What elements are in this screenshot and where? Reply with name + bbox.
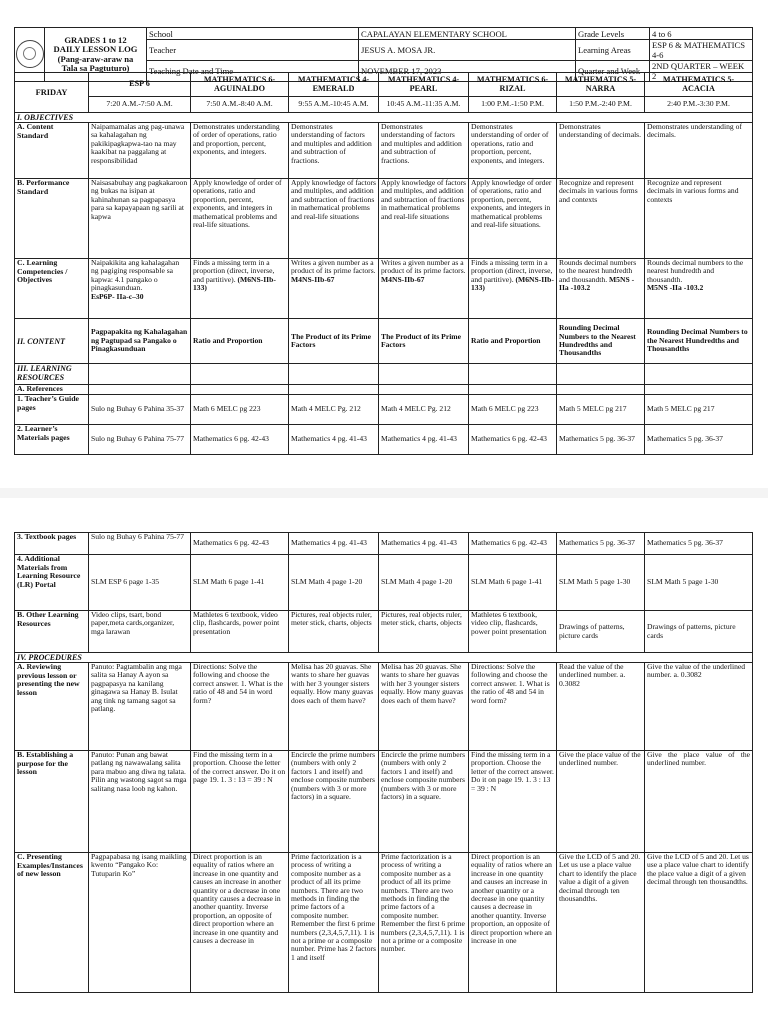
- cell-competency-7: [645, 259, 753, 319]
- cell-addmat-5: SLM Math 6 page 1-41: [469, 555, 557, 611]
- cell-other-6: Drawings of patterns, picture cards: [557, 611, 645, 653]
- cell-content-4: The Product of its Prime Factors: [379, 319, 469, 364]
- dll-title-line-3: (Pang-araw-araw na: [57, 53, 134, 64]
- time-math4-emerald: 9:55 A.M.-10:45 A.M.: [289, 97, 379, 113]
- label-establishing-purpose: B. Establishing a purpose for the lesson: [15, 751, 89, 853]
- cell-tg-7: Math 5 MELC pg 217: [645, 395, 753, 425]
- cell-tg-6: Math 5 MELC pg 217: [557, 395, 645, 425]
- cell-performance-standard-4: Apply knowledge of factors and multiples, and addition and subtraction of fractions in mathematical problems and real-life situations: [379, 179, 469, 259]
- cell-content-7: Rounding Decimal Numbers to the Nearest Hundredths and Thousandths: [645, 319, 753, 364]
- learning-area-label: Learning Areas: [576, 40, 650, 61]
- cell-lm-7: Mathematics 5 pg. 36-37: [645, 425, 753, 455]
- cell-examples-1: Pagpapabasa ng isang maikling kwento “Pangako Ko: Tutuparin Ko”: [89, 853, 191, 993]
- cell-performance-standard-6: Recognize and represent decimals in various forms and contexts: [557, 179, 645, 259]
- cell-other-3: Pictures, real objects ruler, meter stick, charts, objects: [289, 611, 379, 653]
- cell-other-5: Mathletes 6 textbook, video clip, flashcards, power point presentation: [469, 611, 557, 653]
- empty-cell: [469, 385, 557, 395]
- empty-cell: [289, 385, 379, 395]
- cell-competency-5: [469, 259, 557, 319]
- col-title-math4-emerald: MATHEMATICS 4-EMERALD: [289, 73, 379, 97]
- cell-purpose-6: Give the place value of the underlined number.: [557, 751, 645, 853]
- quarter-label: Quarter and Week: [576, 61, 650, 82]
- cell-content-standard-6: Demonstrates understanding of decimals.: [557, 123, 645, 179]
- label-learning-competencies: C. Learning Competencies / Objectives: [15, 259, 89, 319]
- empty-cell: [645, 385, 753, 395]
- time-math6-rizal: 1:00 P.M.-1:50 P.M.: [469, 97, 557, 113]
- empty-cell: [469, 364, 557, 385]
- cell-competency-1: [89, 259, 191, 319]
- cell-tg-2: Math 6 MELC pg 223: [191, 395, 289, 425]
- cell-other-4: Pictures, real objects ruler, meter stick, charts, objects: [379, 611, 469, 653]
- section-objectives: I. OBJECTIVES: [15, 113, 753, 123]
- competency-code-1: EsP6P- IIa-c–30: [91, 291, 144, 301]
- cell-purpose-3: Encircle the prime numbers (numbers with only 2 factors 1 and itself) and enclose composite numbers (numbers with 3 or more factors) in a square.: [289, 751, 379, 853]
- cell-textbook-4: Mathematics 4 pg. 41-43: [379, 533, 469, 555]
- col-title-math5-acacia: MATHEMATICS 5-ACACIA: [645, 73, 753, 97]
- section-procedures: IV. PROCEDURES: [15, 653, 753, 663]
- cell-review-4: Melisa has 20 guavas. She wants to share her guavas with her 3 younger sisters equally. How many guavas does each of them have?: [379, 663, 469, 751]
- row-learning-resources: [15, 364, 753, 385]
- row-learners-materials: [15, 425, 753, 455]
- cell-performance-standard-7: Recognize and represent decimals in various forms and contexts: [645, 179, 753, 259]
- cell-textbook-5: Mathematics 6 pg. 42-43: [469, 533, 557, 555]
- cell-tg-4: Math 4 MELC Pg. 212: [379, 395, 469, 425]
- label-presenting-examples: C. Presenting Examples/Instances of new lesson: [15, 853, 89, 993]
- label-teachers-guide: 1. Teacher’s Guide pages: [15, 395, 89, 425]
- cell-purpose-4: Encircle the prime numbers (numbers with only 2 factors 1 and itself) and enclose composite numbers (numbers with 3 or more factors) in a square.: [379, 751, 469, 853]
- dll-title-line-2: DAILY LESSON LOG: [53, 44, 138, 54]
- cell-competency-6: [557, 259, 645, 319]
- cell-other-7: Drawings of patterns, picture cards: [645, 611, 753, 653]
- cell-content-standard-4: Demonstrates understanding of factors and multiples and addition and subtraction of fractions.: [379, 123, 469, 179]
- competency-text-6: Rounds decimal numbers to the nearest hundredth and thousandth.: [559, 258, 637, 284]
- cell-content-5: Ratio and Proportion: [469, 319, 557, 364]
- cell-lm-4: Mathematics 4 pg. 41-43: [379, 425, 469, 455]
- cell-examples-6: Give the LCD of 5 and 20. Let us use a place value chart to identify the place value a digit of a given decimal through ten thousandths.: [557, 853, 645, 993]
- col-title-math5-narra: MATHEMATICS 5-NARRA: [557, 73, 645, 97]
- lesson-table-page-2: [14, 532, 753, 993]
- cell-content-standard-1: Naipamamalas ang pag-unawa sa kahalagahan ng pakikipagkapwa-tao na may kaakibat na paggalang at responsibilidad: [89, 123, 191, 179]
- learning-area-value: ESP 6 & MATHEMATICS 4-6: [650, 40, 753, 61]
- empty-cell: [289, 364, 379, 385]
- competency-text-4: Writes a given number as a product of its prime factors.: [381, 258, 466, 276]
- cell-addmat-6: SLM Math 5 page 1-30: [557, 555, 645, 611]
- cell-content-2: Ratio and Proportion: [191, 319, 289, 364]
- row-establishing-purpose: [15, 751, 753, 853]
- cell-examples-7: Give the LCD of 5 and 20. Let us use a place value chart to identify the place value a digit of a given decimal through ten thousandths.: [645, 853, 753, 993]
- label-content: II. CONTENT: [15, 319, 89, 364]
- cell-review-7: Give the value of the underlined number. a. 0.3082: [645, 663, 753, 751]
- dll-title-line-4: Tala sa Pagtuturo): [61, 63, 130, 73]
- label-content-standard: A. Content Standard: [15, 123, 89, 179]
- cell-review-5: Directions: Solve the following and choose the correct answer. 1. What is the ratio of 48 and 54 in word form?: [469, 663, 557, 751]
- day-label: FRIDAY: [15, 73, 89, 113]
- competency-text-5: Finds a missing term in a proportion (direct, inverse, and partitive).: [471, 258, 553, 284]
- cell-review-3: Melisa has 20 guavas. She wants to share her guavas with her 3 younger sisters equally. How many guavas does each of them have?: [289, 663, 379, 751]
- row-content: [15, 319, 753, 364]
- empty-cell: [645, 364, 753, 385]
- cell-purpose-1: Panuto: Punan ang bawat patlang ng nawawalang salita para mabuo ang diwa ng talata. Pilin ang wastong sagot sa mga salitang nasa loob ng kahon.: [89, 751, 191, 853]
- cell-textbook-2: Mathematics 6 pg. 42-43: [191, 533, 289, 555]
- cell-lm-1: Sulo ng Buhay 6 Pahina 75-77: [89, 425, 191, 455]
- cell-addmat-1: SLM ESP 6 page 1-35: [89, 555, 191, 611]
- time-math4-pearl: 10:45 A.M.-11:35 A.M.: [379, 97, 469, 113]
- cell-content-standard-5: Demonstrates understanding of order of operations, ratio and proportion, percent, exponents, and integers.: [469, 123, 557, 179]
- label-textbook: 3. Textbook pages: [15, 533, 89, 555]
- row-teachers-guide: [15, 395, 753, 425]
- cell-review-1: Panuto: Pagtambalin ang mga salita sa Hanay A ayon sa pagpapasya na kanilang ginagawa sa Hanay B. Isulat ang tink ng tamang sagot sa patlang.: [89, 663, 191, 751]
- empty-cell: [89, 385, 191, 395]
- row-textbook: [15, 533, 753, 555]
- time-math5-narra: 1:50 P.M.-2:40 P.M.: [557, 97, 645, 113]
- cell-examples-4: Prime factorization is a process of writing a composite number as a product of all its prime numbers. There are two methods in finding the prime factors of a composite number. Remember the first 6 prime numbers (2,3,4,5,7,11). 1 is not a prime or a composite number.: [379, 853, 469, 993]
- competency-text-2: Finds a missing term in a proportion (direct, inverse, and partitive).: [193, 258, 275, 284]
- school-value: CAPALAYAN ELEMENTARY SCHOOL: [359, 28, 576, 40]
- cell-purpose-5: Find the missing term in a proportion. Choose the letter of the correct answer. Do it on page 19. 1. 3 : 13 = 39 : N: [469, 751, 557, 853]
- competency-code-6: M5NS -IIa -103.2: [559, 274, 635, 293]
- cell-examples-2: Direct proportion is an equality of ratios where an increase in one quantity and causes an increase in another quantity or a decrease in one quantity causes a decrease in another quantity. Inverse proportion, an opposite of direct proportion where an increase in one quantity and causes a decrease in: [191, 853, 289, 993]
- cell-lm-6: Mathematics 5 pg. 36-37: [557, 425, 645, 455]
- cell-content-standard-2: Demonstrates understanding of order of operations, ratio and proportion, percent, exponents, and integers.: [191, 123, 289, 179]
- cell-tg-5: Math 6 MELC pg 223: [469, 395, 557, 425]
- cell-addmat-4: SLM Math 4 page 1-20: [379, 555, 469, 611]
- cell-performance-standard-2: Apply knowledge of order of operations, ratio and proportion, percent, exponents, and integers in mathematical problems and real-life situations.: [191, 179, 289, 259]
- empty-cell: [191, 385, 289, 395]
- cell-content-3: The Product of its Prime Factors: [289, 319, 379, 364]
- page-gap: [0, 488, 768, 498]
- label-references: A. References: [15, 385, 89, 395]
- empty-cell: [191, 364, 289, 385]
- label-learners-materials: 2. Learner’s Materials pages: [15, 425, 89, 455]
- cell-lm-3: Mathematics 4 pg. 41-43: [289, 425, 379, 455]
- section-learning-resources: III. LEARNING RESOURCES: [15, 364, 89, 385]
- time-math6-aguinaldo: 7:50 A.M.-8:40 A.M.: [191, 97, 289, 113]
- date-label: Teaching Date and Time: [147, 61, 359, 82]
- row-additional-materials: [15, 555, 753, 611]
- cell-performance-standard-5: Apply knowledge of order of operations, ratio and proportion, percent, exponents, and integers in mathematical problems and real-life situations.: [469, 179, 557, 259]
- label-other-resources: B. Other Learning Resources: [15, 611, 89, 653]
- competency-text-3: Writes a given number as a product of its prime factors.: [291, 258, 376, 276]
- cell-examples-5: Direct proportion is an equality of ratios where an increase in one quantity and causes an increase in another quantity or a decrease in one quantity causes a decrease in another quantity. Inverse proportion, an opposite of direct proportion where an increase in one: [469, 853, 557, 993]
- label-additional-materials: 4. Additional Materials from Learning Resource (LR) Portal: [15, 555, 89, 611]
- empty-cell: [379, 385, 469, 395]
- empty-cell: [557, 364, 645, 385]
- lesson-table-page-1: [14, 72, 753, 455]
- cell-content-1: Pagpapakita ng Kahalagahan ng Pagtupad sa Pangako o Pinagkasunduan: [89, 319, 191, 364]
- row-presenting-examples: [15, 853, 753, 993]
- dll-title-line-1: GRADES 1 to 12: [64, 34, 127, 45]
- cell-lm-5: Mathematics 6 pg. 42-43: [469, 425, 557, 455]
- empty-cell: [557, 385, 645, 395]
- cell-competency-2: [191, 259, 289, 319]
- col-title-math6-aguinaldo: MATHEMATICS 6-AGUINALDO: [191, 73, 289, 97]
- page-1: [0, 0, 768, 488]
- row-references: [15, 385, 753, 395]
- competency-text-7: Rounds decimal numbers to the nearest hundredth and thousandth.: [647, 258, 744, 284]
- grade-label: Grade Levels: [576, 28, 650, 40]
- competency-code-5: (M6NS-IIb-133): [471, 274, 554, 293]
- cell-competency-4: [379, 259, 469, 319]
- cell-textbook-1: Sulo ng Buhay 6 Pahina 75-77: [89, 533, 191, 555]
- cell-textbook-7: Mathematics 5 pg. 36-37: [645, 533, 753, 555]
- date-value: NOVEMBER 17, 2023: [359, 61, 576, 82]
- cell-other-2: Mathletes 6 textbook, video clip, flashcards, power point presentation: [191, 611, 289, 653]
- row-other-resources: [15, 611, 753, 653]
- row-learning-competencies: [15, 259, 753, 319]
- deped-seal-icon: [16, 40, 44, 68]
- cell-textbook-3: Mathematics 4 pg. 41-43: [289, 533, 379, 555]
- cell-textbook-6: Mathematics 5 pg. 36-37: [557, 533, 645, 555]
- cell-performance-standard-3: Apply knowledge of factors and multiples, and addition and subtraction of fractions in mathematical problems and real-life situations: [289, 179, 379, 259]
- teacher-label: Teacher: [147, 40, 359, 61]
- row-content-standard: [15, 123, 753, 179]
- time-esp6: 7:20 A.M.-7:50 A.M.: [89, 97, 191, 113]
- time-math5-acacia: 2:40 P.M.-3:30 P.M.: [645, 97, 753, 113]
- empty-cell: [379, 364, 469, 385]
- cell-performance-standard-1: Naisasabuhay ang pagkakaroon ng bukas na isipan at kahinahunan sa pagpapasya para sa kapayapaan ng sarili at kapwa: [89, 179, 191, 259]
- col-title-math6-rizal: MATHEMATICS 6-RIZAL: [469, 73, 557, 97]
- cell-addmat-2: SLM Math 6 page 1-41: [191, 555, 289, 611]
- page-2: [0, 498, 768, 1024]
- cell-tg-3: Math 4 MELC Pg. 212: [289, 395, 379, 425]
- cell-content-standard-7: Demonstrates understanding of decimals.: [645, 123, 753, 179]
- label-performance-standard: B. Performance Standard: [15, 179, 89, 259]
- col-title-math4-pearl: MATHEMATICS 4-PEARL: [379, 73, 469, 97]
- school-label: School: [147, 28, 359, 40]
- label-reviewing: A. Reviewing previous lesson or presenting the new lesson: [15, 663, 89, 751]
- competency-code-7: M5NS -IIa -103.2: [647, 283, 704, 293]
- cell-purpose-7: Give the place value of the underlined number.: [645, 751, 753, 853]
- cell-addmat-3: SLM Math 4 page 1-20: [289, 555, 379, 611]
- cell-content-6: Rounding Decimal Numbers to the Nearest Hundredths and Thousandths: [557, 319, 645, 364]
- cell-competency-3: [289, 259, 379, 319]
- cell-review-2: Directions: Solve the following and choose the correct answer. 1. What is the ratio of 48 and 54 in word form?: [191, 663, 289, 751]
- quarter-value: 2ND QUARTER – WEEK 2: [650, 61, 753, 82]
- competency-text-1: Naipakikita ang kahalagahan ng pagiging responsable sa kapwa: 4.1 pangako o pinagkasunduan.: [91, 258, 180, 293]
- cell-review-6: Read the value of the underlined number. a. 0.3082: [557, 663, 645, 751]
- cell-other-1: Video clips, tsart, bond paper,meta cards,organizer, mga larawan: [89, 611, 191, 653]
- empty-cell: [89, 364, 191, 385]
- row-reviewing: [15, 663, 753, 751]
- competency-code-2: (M6NS-IIb-133): [193, 274, 276, 293]
- competency-code-4: M4NS-IIb-67: [381, 274, 425, 284]
- competency-code-3: M4NS-IIb-67: [291, 274, 335, 284]
- cell-tg-1: Sulo ng Buhay 6 Pahina 35-37: [89, 395, 191, 425]
- row-performance-standard: [15, 179, 753, 259]
- col-title-esp6: ESP 6: [89, 73, 191, 97]
- cell-content-standard-3: Demonstrates understanding of factors and multiples and addition and subtraction of fractions.: [289, 123, 379, 179]
- cell-examples-3: Prime factorization is a process of writing a composite number as a product of all its prime numbers. There are two methods in finding the prime factors of a composite number. Remember the first 6 prime numbers (2,3,4,5,7,11). 1 is not a prime or a composite number. Prime has 2 factors 1 and itself: [289, 853, 379, 993]
- cell-purpose-2: Find the missing term in a proportion. Choose the letter of the correct answer. Do it on page 19. 1. 3 : 13 = 39 : N: [191, 751, 289, 853]
- grade-value: 4 to 6: [650, 28, 753, 40]
- cell-addmat-7: SLM Math 5 page 1-30: [645, 555, 753, 611]
- teacher-value: JESUS A. MOSA JR.: [359, 40, 576, 61]
- cell-lm-2: Mathematics 6 pg. 42-43: [191, 425, 289, 455]
